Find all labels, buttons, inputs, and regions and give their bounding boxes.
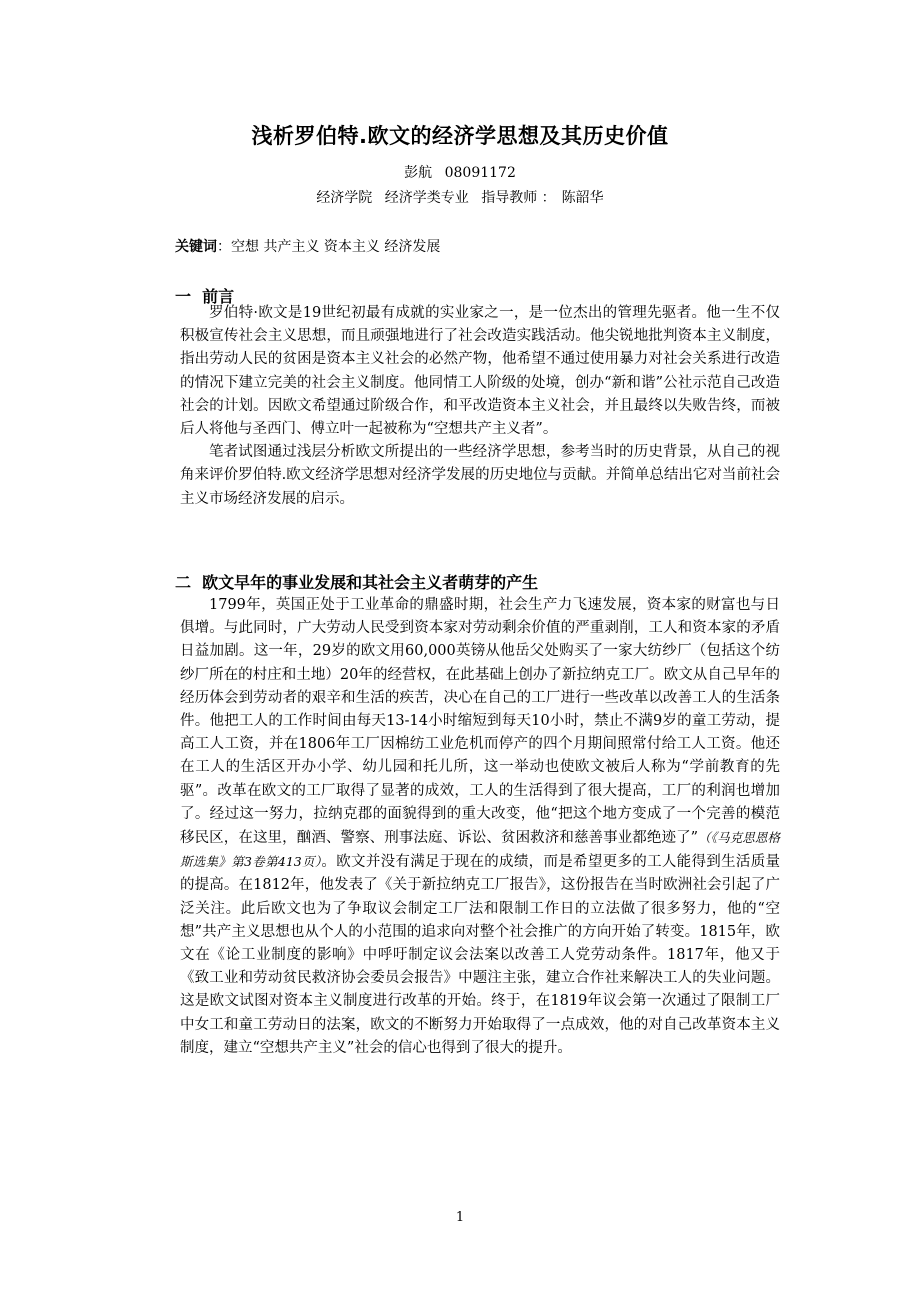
paragraph: 笔者试图通过浅层分析欧文所提出的一些经济学思想，参考当时的历史背景，从自己的视角来评价罗伯特.欧文经济学思想对经济学发展的历史地位与贡献。并简单总结出它对当前社会主义市场经济发展的启示。	[180, 444, 780, 507]
keywords-line	[175, 236, 440, 256]
paragraph-text: 。欧文并没有满足于现在的成绩，而是希望更多的工人能得到生活质量的提高。在1812年，他发表了《关于新拉纳克工厂报告》，这份报告在当时欧洲社会引起了广泛关注。此后欧文也为了争取议会制定工厂法和限制工作日的立法做了很多努力，他的“空想”共产主义思想也从个人的小范围的追求向对整个社会推广的方向开始了转变。1815年，欧文在《论工业制度的影响》中呼吁制定议会法案以改善工人党劳动条件。1817年，他又于《致工业和劳动贫民救济协会委员会报告》中题注主张，建立合作社来解决工人的失业问题。这是欧文试图对资本主义制度进行改革的开始。终于，在1819年议会第一次通过了限制工厂中女工和童工劳动日的法案，欧文的不断努力开始取得了一点成效，他的对自己改革资本主义制度，建立“空想共产主义”社会的信心也得到了很大的提升。	[180, 854, 781, 1056]
author-name: 彭航	[404, 165, 433, 181]
citation: （《马克思恩格斯选集》第3卷第413页）	[180, 830, 780, 870]
document-title: 浅析罗伯特.欧文的经济学思想及其历史价值	[251, 124, 669, 148]
section-number: 一	[175, 287, 192, 306]
page-number: 1	[455, 1210, 465, 1225]
section-heading	[175, 570, 538, 593]
advisor	[481, 190, 603, 206]
section-number: 二	[175, 573, 192, 592]
keywords-separator: ：	[217, 239, 231, 255]
advisor-label: 指导教师 ：	[481, 190, 556, 206]
keyword-item: 共产主义	[263, 239, 320, 255]
keyword-item: 经济发展	[384, 239, 441, 255]
major-name: 经济学类专业	[384, 190, 469, 206]
affiliation-line	[0, 187, 920, 207]
paragraph: 罗伯特·欧文是19世纪初最有成就的实业家之一，是一位杰出的管理先驱者。他一生不仅积极宣传社会主义思想，而且顽强地进行了社会改造实践活动。他尖锐地批判资本主义制度，指出劳动人民的贫困是资本主义社会的必然产物，他希望不通过使用暴力对社会关系进行改造的情况下建立完美的社会主义制度。他同情工人阶级的处境，创办“新和谐”公社示范自己改造社会的计划。因欧文希望通过阶级合作，和平改造资本主义社会，并且最终以失败告终，而被后人将他与圣西门、傅立叶一起被称为“空想共产主义者”。	[180, 305, 780, 438]
student-id: 08091172	[444, 165, 516, 181]
section-body	[180, 302, 780, 511]
section-body	[180, 594, 780, 1060]
advisor-name: 陈韶华	[561, 190, 604, 206]
section-title: 前言	[202, 287, 235, 306]
keywords-label: 关键词	[175, 239, 217, 255]
keyword-item: 资本主义	[323, 239, 380, 255]
keyword-item: 空想	[231, 239, 259, 255]
author-line	[0, 162, 920, 182]
paragraph-text: 1799年，英国正处于工业革命的鼎盛时期，社会生产力飞速发展，资本家的财富也与日俱增。与此同时，广大劳动人民受到资本家对劳动剩余价值的严重剥削，工人和资本家的矛盾日益加剧。这一年，29岁的欧文用60,000英镑从他岳父处购买了一家大纺纱厂（包括这个纺纱厂所在的村庄和土地）20年的经营权，在此基础上创办了新拉纳克工厂。欧文从自己早年的经历体会到劳动者的艰辛和生活的疾苦，决心在自己的工厂进行一些改革以改善工人的生活条件。他把工人的工作时间由每天13-14小时缩短到每天10小时，禁止不满9岁的童工劳动，提高工人工资，并在1806年工厂因棉纺工业危机而停产的四个月期间照常付给工人工资。他还在工人的生活区开办小学、幼儿园和托儿所，这一举动也使欧文被后人称为“学前教育的先驱”。改革在欧文的工厂取得了显著的成效，工人的生活得到了很大提高，工厂的利润也增加了。经过这一努力，拉纳克郡的面貌得到的重大改变，他“把这个地方变成了一个完善的模范移民区，在这里，酗酒、警察、刑事法庭、诉讼、贫困救济和慈善事业都绝迹了”	[180, 597, 780, 847]
section-title: 欧文早年的事业发展和其社会主义者萌芽的产生	[202, 573, 539, 592]
paragraph	[180, 594, 780, 1060]
school-name: 经济学院	[316, 190, 373, 206]
